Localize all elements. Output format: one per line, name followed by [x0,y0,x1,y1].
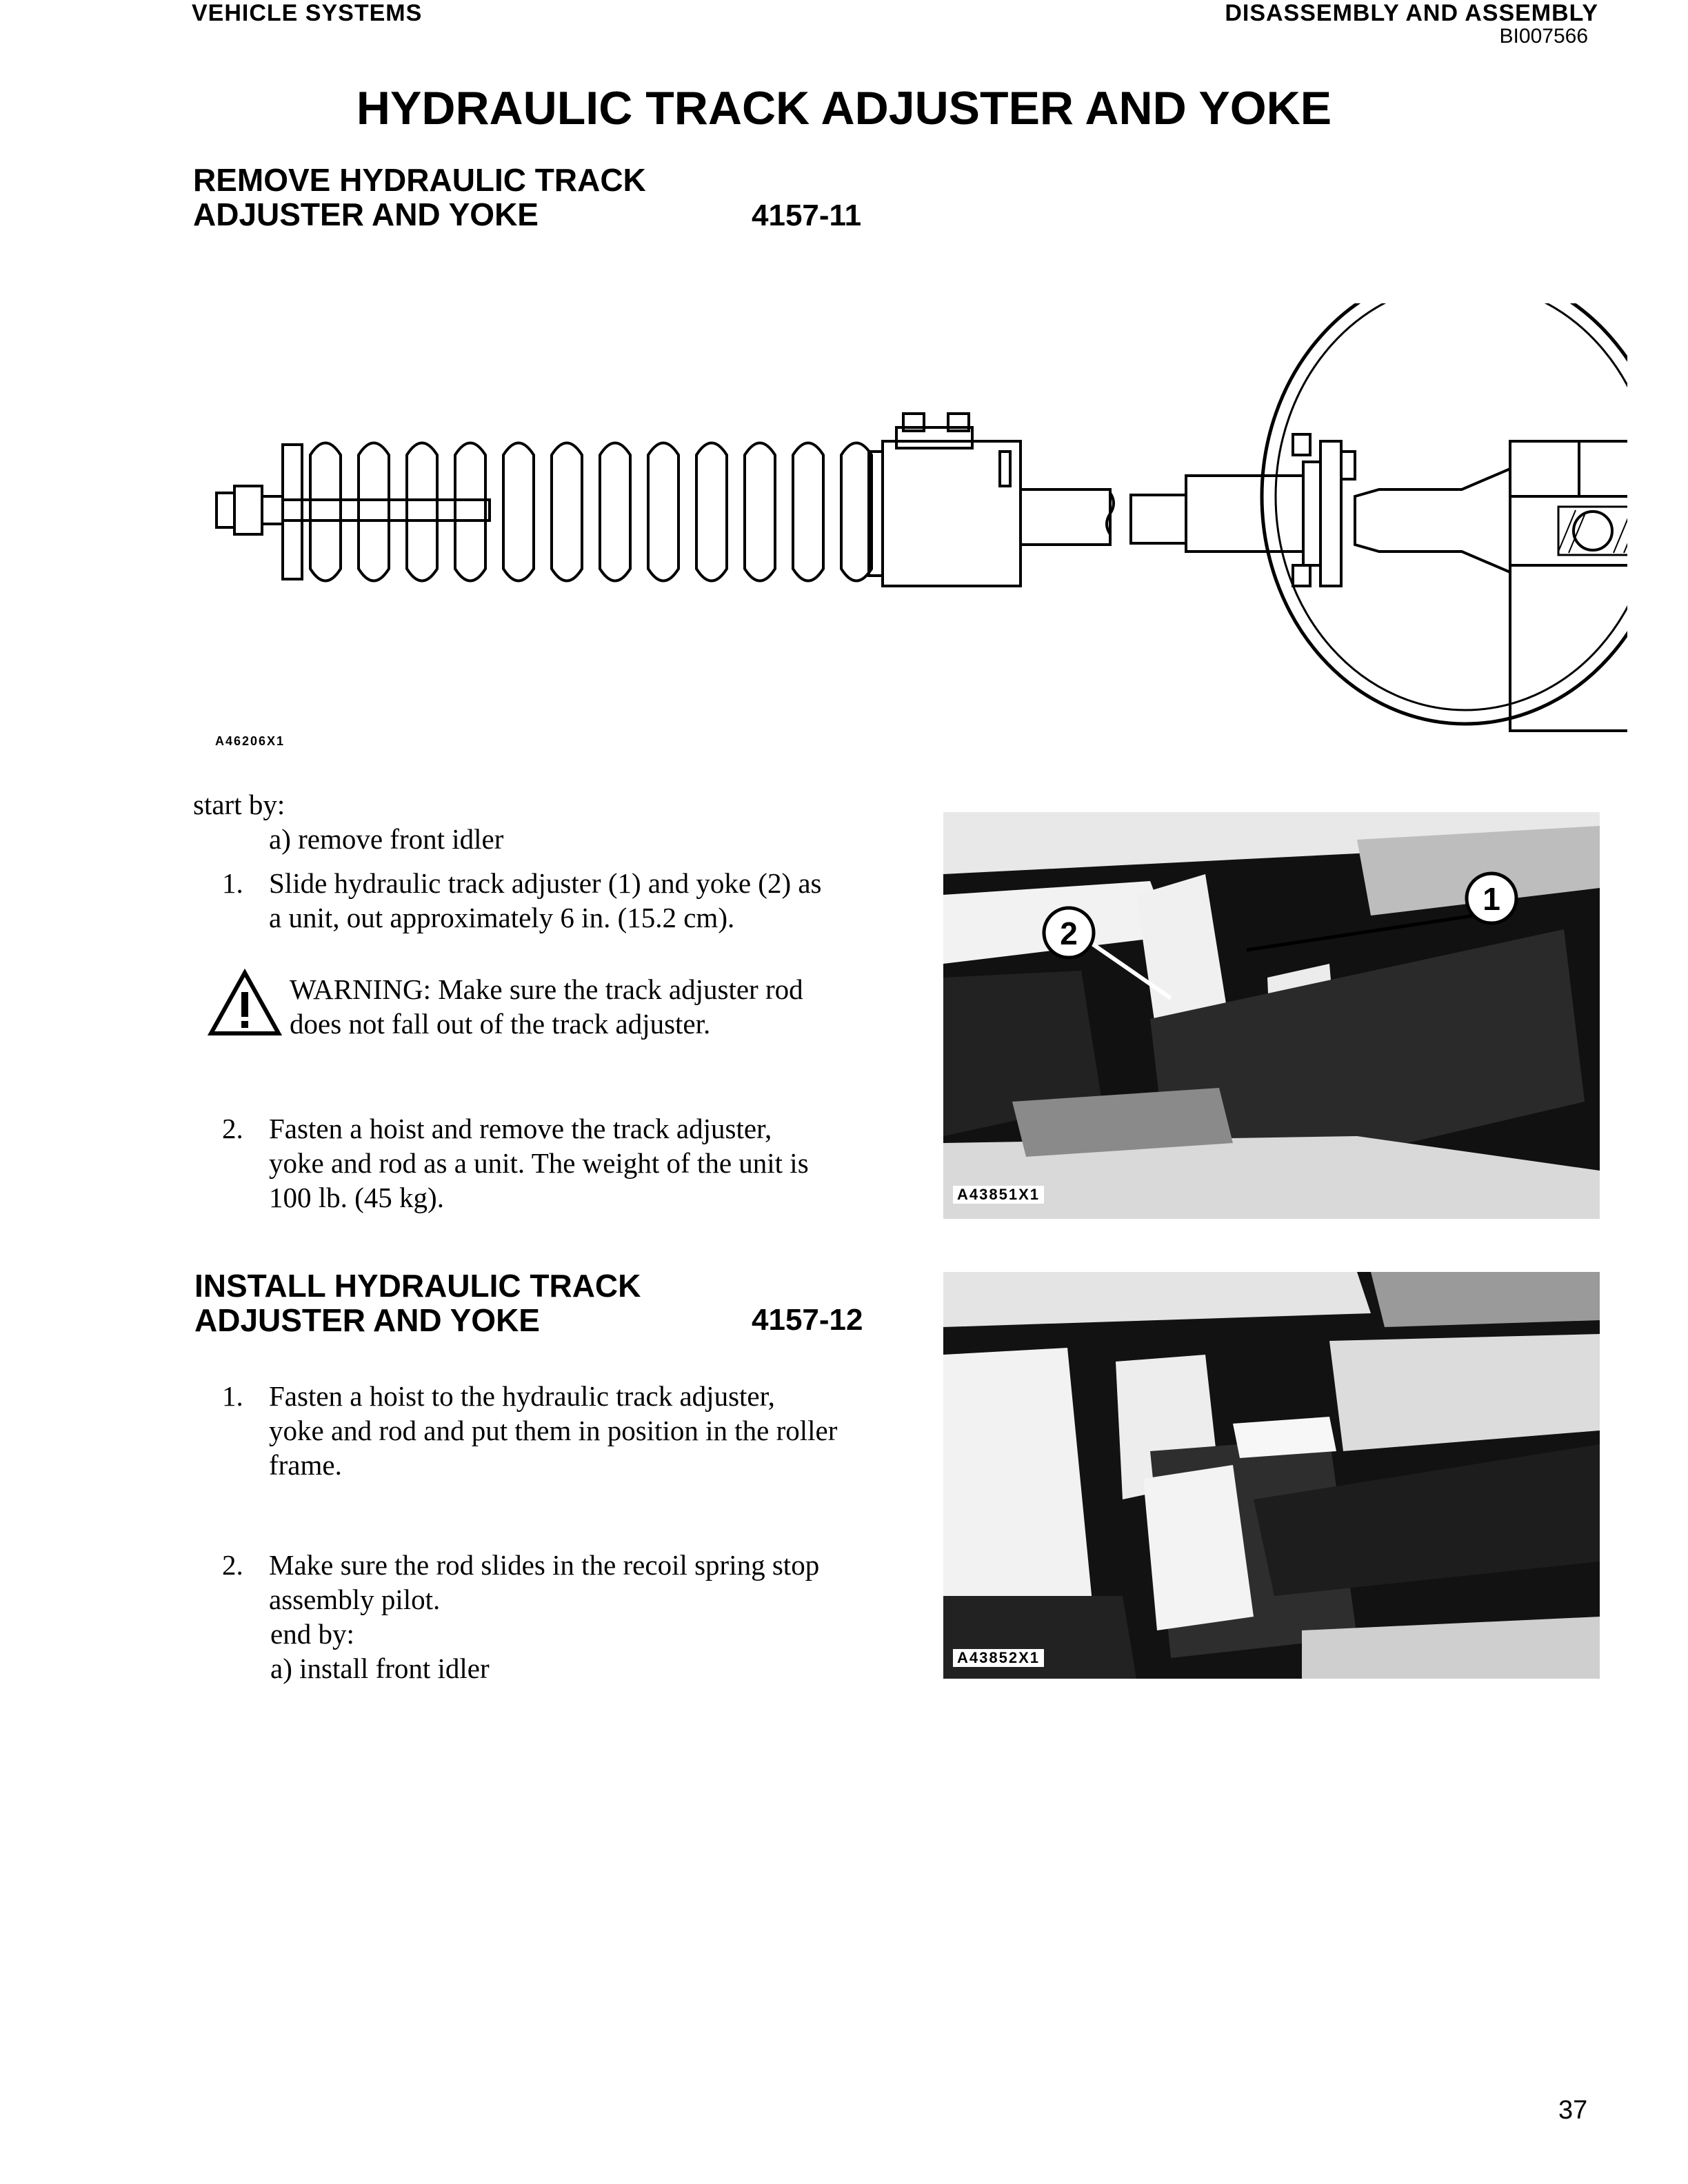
remove-section-heading [193,163,646,232]
header-section-right: DISASSEMBLY AND ASSEMBLY [1225,0,1598,26]
install-section-heading [194,1268,641,1337]
callout-1-label: 1 [1483,881,1500,917]
install-step2-number: 2. [222,1549,243,1581]
remove-step2-line3: 100 lb. (45 kg). [269,1182,444,1213]
end-plate [283,445,302,579]
document-id: BI007566 [1499,25,1588,48]
remove-photo [943,812,1600,1219]
yoke-body [1186,476,1303,552]
install-step2-text [269,1548,863,1617]
drawing-figure-label: A46206X1 [215,734,285,748]
remove-photo-label: A43851X1 [953,1186,1044,1204]
warning-text [290,972,803,1041]
install-section-code: 4157-12 [752,1303,863,1337]
install-step1-line3: frame. [269,1449,342,1481]
warning-line2: does not fall out of the track adjuster. [290,1008,711,1040]
idler-hub [1510,441,1627,731]
start-by-label: start by: [193,789,285,820]
pre-step-remove-idler: a) remove front idler [269,823,504,855]
remove-heading-line2: ADJUSTER AND YOKE [193,196,539,232]
post-step-install-idler: a) install front idler [270,1652,490,1684]
install-photo-label: A43852X1 [953,1649,1044,1667]
page-number: 37 [1558,2096,1588,2125]
warning-triangle-icon [207,969,283,1038]
remove-step2-line1: Fasten a hoist and remove the track adjuster, [269,1113,772,1144]
warning-line1: WARNING: Make sure the track adjuster rod [290,973,803,1005]
remove-step2-line2: yoke and rod as a unit. The weight of the unit is [269,1147,809,1179]
remove-step1-number: 1. [222,867,243,899]
track-adjuster-drawing [207,303,1627,745]
install-step1-text [269,1379,863,1482]
install-heading-line1: INSTALL HYDRAULIC TRACK [194,1268,641,1304]
callout-2-label: 2 [1060,916,1078,951]
remove-heading-line1: REMOVE HYDRAULIC TRACK [193,162,646,198]
adjuster-rod [1021,489,1110,545]
install-photo [943,1272,1600,1679]
install-heading-line2: ADJUSTER AND YOKE [194,1302,540,1338]
install-step1-line1: Fasten a hoist to the hydraulic track adjuster, [269,1380,775,1412]
remove-step1-line2: a unit, out approximately 6 in. (15.2 cm). [269,902,735,933]
remove-step2-text [269,1111,863,1215]
remove-step1-text [269,866,863,935]
end-nut [217,493,234,527]
remove-section-code: 4157-11 [752,199,862,232]
install-step2-line1: Make sure the rod slides in the recoil spring stop [269,1549,820,1581]
install-step1-number: 1. [222,1380,243,1412]
remove-step2-number: 2. [222,1113,243,1144]
install-step2-line2: assembly pilot. [269,1584,441,1615]
remove-step1-line1: Slide hydraulic track adjuster (1) and yoke (2) as [269,867,822,899]
front-idler-wheel [1262,303,1627,724]
recoil-spring [310,443,872,581]
install-step1-line2: yoke and rod and put them in position in the roller [269,1415,838,1446]
end-by-label: end by: [270,1618,354,1650]
header-section-left: VEHICLE SYSTEMS [192,0,423,26]
page-title: HYDRAULIC TRACK ADJUSTER AND YOKE [356,82,1332,134]
